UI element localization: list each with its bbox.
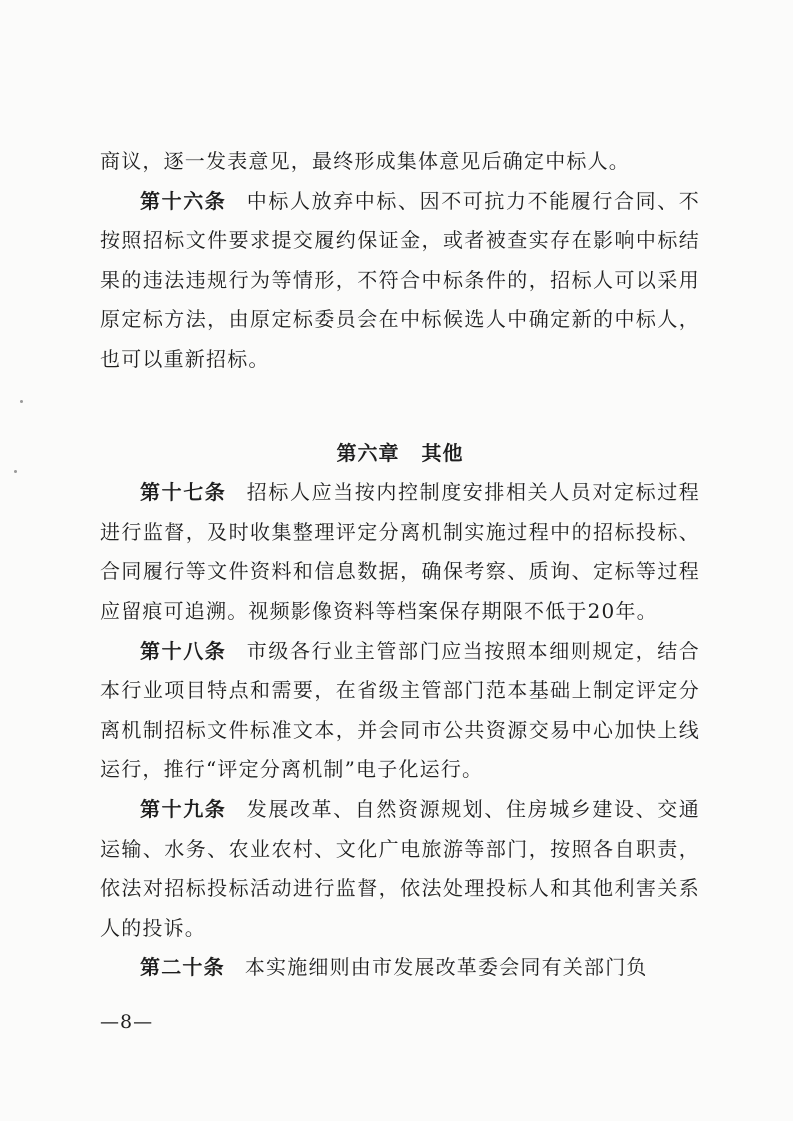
document-body <box>100 142 700 988</box>
scan-speck <box>14 470 17 473</box>
paragraph-text: 商议，逐一发表意见，最终形成集体意见后确定中标人。 <box>100 149 630 173</box>
scan-speck <box>20 400 23 403</box>
article-heading: 第十九条 <box>140 796 227 821</box>
paragraph-text: 发展改革、自然资源规划、住房城乡建设、交通运输、水务、农业农村、文化广电旅游等部门，按照各自职责，依法对招标投标活动进行监督，依法处理投标人和其他利害关系人的投诉。 <box>100 796 700 940</box>
paragraph-continuation <box>100 142 700 182</box>
paragraph-text: 中标人放弃中标、因不可抗力不能履行合同、不按照招标文件要求提交履约保证金，或者被查实存在影响中标结果的违法违规行为等情形，不符合中标条件的，招标人可以采用原定标方法，由原定标委员会在中标候选人中确定新的中标人，也可以重新招标。 <box>100 188 700 371</box>
article-19-paragraph <box>100 790 700 948</box>
article-17-paragraph <box>100 473 700 631</box>
article-20-paragraph <box>100 948 700 988</box>
article-heading: 第十八条 <box>140 638 227 663</box>
paragraph-text: 招标人应当按内控制度安排相关人员对定标过程进行监督，及时收集整理评定分离机制实施过程中的招标投标、合同履行等文件资料和信息数据，确保考察、质询、定标等过程应留痕可追溯。视频影像资料等档案保存期限不低于20年。 <box>100 480 700 623</box>
article-heading: 第二十条 <box>140 955 225 980</box>
article-18-paragraph <box>100 632 700 790</box>
chapter-title: 其他 <box>421 440 464 465</box>
paragraph-text: 本实施细则由市发展改革委会同有关部门负 <box>244 955 648 980</box>
page-number: —8— <box>100 1011 154 1033</box>
article-heading: 第十七条 <box>140 480 227 505</box>
article-heading: 第十六条 <box>140 188 227 213</box>
chapter-number: 第六章 <box>336 440 400 465</box>
paragraph-text: 市级各行业主管部门应当按照本细则规定，结合本行业项目特点和需要，在省级主管部门范本基础上制定评定分离机制招标文件标准文本，并会同市公共资源交易中心加快上线运行，推行“评定分离机制”电子化运行。 <box>100 638 700 782</box>
article-16-paragraph <box>100 182 700 380</box>
chapter-heading <box>100 434 700 474</box>
